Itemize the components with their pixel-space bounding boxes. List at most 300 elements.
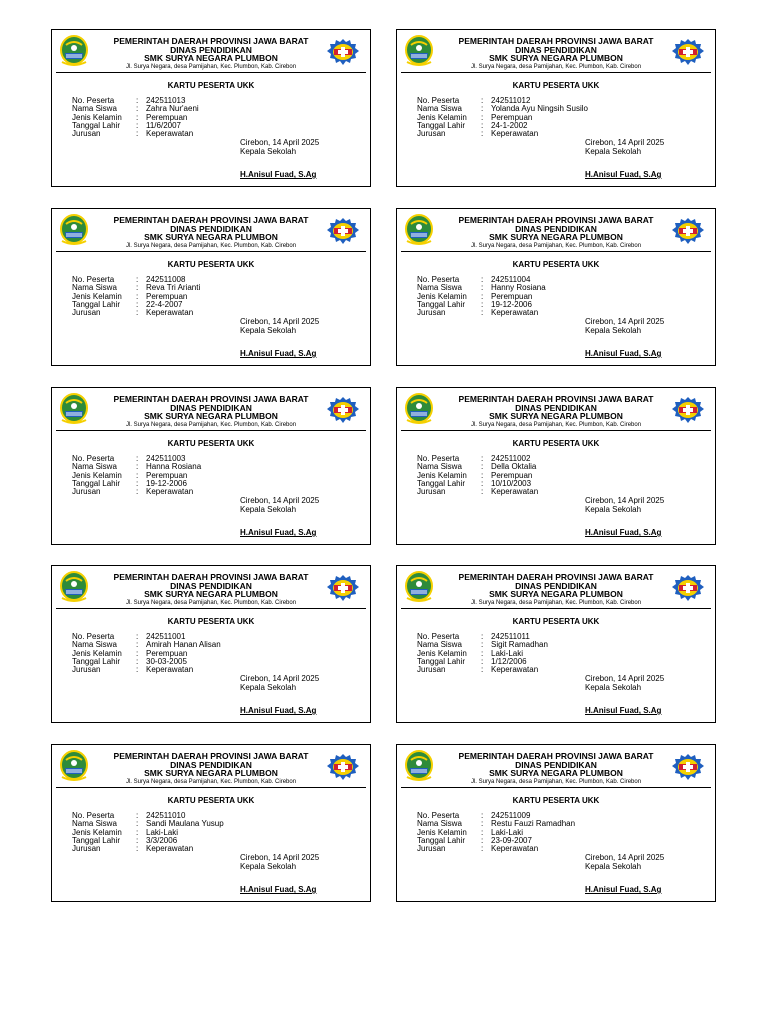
field-colon: :	[136, 299, 139, 309]
school-title: SMK SURYA NEGARA PLUMBON	[489, 232, 623, 242]
field-label: Tanggal Lahir	[417, 478, 466, 488]
signer-name: H.Anisul Fuad, S.Ag	[585, 528, 662, 537]
field-colon: :	[481, 819, 484, 829]
field-colon: :	[136, 96, 139, 105]
field-label: Tanggal Lahir	[417, 299, 466, 309]
participant-details	[417, 276, 546, 317]
header-divider	[56, 787, 366, 788]
signer-name: H.Anisul Fuad, S.Ag	[585, 349, 662, 358]
place-date: Cirebon, 14 April 2025	[585, 317, 665, 326]
dept-title: DINAS PENDIDIKAN	[515, 402, 597, 413]
school-title: SMK SURYA NEGARA PLUMBON	[489, 589, 623, 599]
field-label: Jurusan	[72, 129, 101, 139]
field-colon: :	[481, 308, 484, 318]
card-title: KARTU PESERTA UKK	[512, 439, 600, 448]
west-java-emblem-icon	[58, 571, 90, 603]
school-emblem-icon	[326, 396, 360, 424]
card-header	[92, 395, 330, 430]
place-date: Cirebon, 14 April 2025	[240, 853, 320, 862]
school-address: Jl. Surya Negara, desa Pamijahan, Kec. Plumbon, Kab. Cirebon	[125, 778, 297, 785]
field-label: Tanggal Lahir	[72, 656, 121, 666]
participant-card	[51, 208, 371, 366]
field-colon: :	[136, 827, 139, 837]
field-value: Keperawatan	[146, 308, 194, 318]
field-colon: :	[136, 835, 139, 845]
header-divider	[56, 430, 366, 431]
field-value: Perempuan	[146, 112, 188, 122]
field-value: 242511012	[491, 96, 531, 105]
signer-name: H.Anisul Fuad, S.Ag	[240, 885, 317, 894]
header-divider	[56, 72, 366, 73]
card-title: KARTU PESERTA UKK	[167, 260, 255, 269]
field-value: 22-4-2007	[146, 299, 183, 309]
field-value: Laki-Laki	[491, 648, 524, 658]
participant-details	[72, 97, 199, 138]
field-jurusan	[72, 488, 201, 496]
field-value: Perempuan	[491, 291, 533, 301]
field-colon: :	[481, 112, 484, 122]
field-colon: :	[136, 308, 139, 318]
signer-name: H.Anisul Fuad, S.Ag	[240, 528, 317, 537]
card-header	[437, 573, 675, 608]
field-colon: :	[136, 275, 139, 284]
participant-card	[396, 29, 716, 187]
field-colon: :	[481, 283, 484, 293]
field-value: Laki-Laki	[146, 827, 179, 837]
field-label: Nama Siswa	[417, 104, 462, 114]
participant-card	[51, 29, 371, 187]
field-label: Nama Siswa	[72, 462, 117, 472]
signer-name: H.Anisul Fuad, S.Ag	[240, 349, 317, 358]
signature-block	[240, 138, 319, 156]
participant-details	[72, 812, 224, 853]
gov-title: PEMERINTAH DAERAH PROVINSI JAWA BARAT	[113, 36, 309, 46]
field-colon: :	[481, 129, 484, 139]
school-emblem-icon	[671, 396, 705, 424]
school-emblem-icon	[326, 574, 360, 602]
field-colon: :	[481, 104, 484, 114]
school-title: SMK SURYA NEGARA PLUMBON	[144, 232, 278, 242]
field-colon: :	[136, 283, 139, 293]
school-title: SMK SURYA NEGARA PLUMBON	[144, 53, 278, 63]
signature-block	[240, 317, 319, 335]
card-header	[92, 37, 330, 72]
field-label: Tanggal Lahir	[417, 656, 466, 666]
participant-card	[51, 565, 371, 723]
field-colon: :	[136, 291, 139, 301]
field-value: 30-03-2005	[146, 656, 187, 666]
field-value: 242511004	[491, 275, 531, 284]
field-label: No. Peserta	[417, 632, 460, 641]
signer-name: H.Anisul Fuad, S.Ag	[240, 706, 317, 715]
field-label: Jurusan	[417, 487, 446, 497]
gov-title: PEMERINTAH DAERAH PROVINSI JAWA BARAT	[458, 572, 654, 582]
field-colon: :	[481, 96, 484, 105]
field-colon: :	[481, 454, 484, 463]
participant-details	[417, 812, 575, 853]
card-header	[92, 216, 330, 251]
field-jurusan	[72, 845, 224, 853]
school-address: Jl. Surya Negara, desa Pamijahan, Kec. Plumbon, Kab. Cirebon	[470, 778, 642, 785]
school-title: SMK SURYA NEGARA PLUMBON	[489, 411, 623, 421]
field-label: Nama Siswa	[417, 819, 462, 829]
field-value: Sigit Ramadhan	[491, 640, 548, 650]
field-colon: :	[481, 835, 484, 845]
field-jurusan	[417, 488, 538, 496]
signer-name: H.Anisul Fuad, S.Ag	[585, 885, 662, 894]
field-value: 3/3/2006	[146, 835, 178, 845]
gov-title: PEMERINTAH DAERAH PROVINSI JAWA BARAT	[113, 751, 309, 761]
field-value: 24-1-2002	[491, 120, 528, 130]
gov-title: PEMERINTAH DAERAH PROVINSI JAWA BARAT	[458, 751, 654, 761]
participant-details	[72, 276, 200, 317]
field-value: Perempuan	[146, 291, 188, 301]
field-value: 242511011	[491, 632, 530, 641]
card-header	[437, 37, 675, 72]
header-divider	[401, 608, 711, 609]
card-title: KARTU PESERTA UKK	[167, 439, 255, 448]
place-date: Cirebon, 14 April 2025	[585, 674, 665, 683]
field-value: 242511003	[146, 454, 186, 463]
field-jurusan	[417, 130, 588, 138]
school-address: Jl. Surya Negara, desa Pamijahan, Kec. Plumbon, Kab. Cirebon	[470, 242, 642, 249]
field-colon: :	[481, 487, 484, 497]
field-value: 19-12-2006	[491, 299, 532, 309]
dept-title: DINAS PENDIDIKAN	[515, 580, 597, 591]
card-title: KARTU PESERTA UKK	[512, 81, 600, 90]
header-divider	[401, 787, 711, 788]
signer-role: Kepala Sekolah	[240, 683, 297, 692]
signature-block	[240, 853, 319, 871]
signature-block	[585, 138, 664, 156]
field-colon: :	[481, 656, 484, 666]
west-java-emblem-icon	[58, 393, 90, 425]
field-colon: :	[481, 120, 484, 130]
field-label: Jurusan	[72, 487, 101, 497]
field-label: Tanggal Lahir	[417, 835, 466, 845]
signature-block	[585, 674, 664, 692]
gov-title: PEMERINTAH DAERAH PROVINSI JAWA BARAT	[113, 394, 309, 404]
signature-block	[585, 317, 664, 335]
field-colon: :	[136, 665, 139, 675]
field-label: No. Peserta	[417, 454, 460, 463]
field-value: Yolanda Ayu Ningsih Susilo	[491, 104, 588, 114]
school-emblem-icon	[326, 38, 360, 66]
field-value: 11/6/2007	[146, 120, 181, 130]
field-colon: :	[481, 462, 484, 472]
card-header	[92, 752, 330, 787]
field-colon: :	[136, 454, 139, 463]
field-label: Jurusan	[417, 665, 446, 675]
school-address: Jl. Surya Negara, desa Pamijahan, Kec. Plumbon, Kab. Cirebon	[125, 63, 297, 70]
field-jurusan	[72, 666, 221, 674]
dept-title: DINAS PENDIDIKAN	[170, 580, 252, 591]
signer-role: Kepala Sekolah	[240, 862, 297, 871]
field-label: Nama Siswa	[72, 104, 117, 114]
field-label: Tanggal Lahir	[72, 835, 121, 845]
field-label: Jenis Kelamin	[72, 112, 122, 122]
field-colon: :	[481, 665, 484, 675]
field-value: 242511009	[491, 811, 531, 820]
signer-name: H.Anisul Fuad, S.Ag	[585, 170, 662, 179]
field-value: Keperawatan	[491, 129, 539, 139]
field-value: Keperawatan	[491, 844, 539, 854]
field-colon: :	[136, 819, 139, 829]
field-colon: :	[136, 844, 139, 854]
field-label: Jurusan	[72, 844, 101, 854]
card-title: KARTU PESERTA UKK	[167, 796, 255, 805]
card-header	[437, 752, 675, 787]
place-date: Cirebon, 14 April 2025	[240, 317, 320, 326]
field-label: Jenis Kelamin	[72, 648, 122, 658]
place-date: Cirebon, 14 April 2025	[585, 853, 665, 862]
west-java-emblem-icon	[403, 571, 435, 603]
field-label: Jurusan	[417, 308, 446, 318]
field-value: Keperawatan	[146, 129, 194, 139]
field-label: Tanggal Lahir	[72, 299, 121, 309]
field-value: Perempuan	[491, 112, 533, 122]
field-jurusan	[417, 309, 546, 317]
school-title: SMK SURYA NEGARA PLUMBON	[144, 589, 278, 599]
place-date: Cirebon, 14 April 2025	[585, 496, 665, 505]
school-emblem-icon	[671, 38, 705, 66]
field-colon: :	[136, 656, 139, 666]
dept-title: DINAS PENDIDIKAN	[515, 44, 597, 55]
participant-card	[396, 208, 716, 366]
field-colon: :	[136, 640, 139, 650]
field-value: Amirah Hanan Alisan	[146, 640, 221, 650]
field-value: Reva Tri Arianti	[146, 283, 201, 293]
field-label: No. Peserta	[72, 275, 115, 284]
signer-role: Kepala Sekolah	[585, 326, 642, 335]
school-emblem-icon	[671, 753, 705, 781]
field-value: 242511008	[146, 275, 186, 284]
field-colon: :	[136, 478, 139, 488]
field-value: Perempuan	[146, 648, 188, 658]
field-label: Jurusan	[72, 665, 101, 675]
field-colon: :	[136, 470, 139, 480]
dept-title: DINAS PENDIDIKAN	[170, 223, 252, 234]
field-value: Perempuan	[491, 470, 533, 480]
field-label: No. Peserta	[72, 632, 115, 641]
field-label: Nama Siswa	[72, 640, 117, 650]
field-value: Restu Fauzi Ramadhan	[491, 819, 576, 829]
participant-card	[396, 387, 716, 545]
field-label: Nama Siswa	[417, 462, 462, 472]
field-label: Jenis Kelamin	[417, 470, 467, 480]
field-label: Jenis Kelamin	[72, 827, 122, 837]
field-label: Jurusan	[417, 844, 446, 854]
field-label: Tanggal Lahir	[72, 478, 121, 488]
place-date: Cirebon, 14 April 2025	[585, 138, 665, 147]
participant-details	[417, 455, 538, 496]
place-date: Cirebon, 14 April 2025	[240, 674, 320, 683]
card-header	[92, 573, 330, 608]
card-title: KARTU PESERTA UKK	[512, 617, 600, 626]
field-value: 10/10/2003	[491, 478, 532, 488]
school-address: Jl. Surya Negara, desa Pamijahan, Kec. Plumbon, Kab. Cirebon	[125, 421, 297, 428]
school-address: Jl. Surya Negara, desa Pamijahan, Kec. Plumbon, Kab. Cirebon	[470, 421, 642, 428]
signer-role: Kepala Sekolah	[585, 505, 642, 514]
field-colon: :	[136, 104, 139, 114]
field-colon: :	[481, 470, 484, 480]
school-title: SMK SURYA NEGARA PLUMBON	[144, 411, 278, 421]
dept-title: DINAS PENDIDIKAN	[170, 44, 252, 55]
west-java-emblem-icon	[403, 393, 435, 425]
field-colon: :	[481, 478, 484, 488]
card-title: KARTU PESERTA UKK	[512, 796, 600, 805]
participant-card	[51, 387, 371, 545]
card-title: KARTU PESERTA UKK	[167, 81, 255, 90]
dept-title: DINAS PENDIDIKAN	[170, 402, 252, 413]
field-value: 23-09-2007	[491, 835, 532, 845]
field-label: Nama Siswa	[417, 283, 462, 293]
signer-name: H.Anisul Fuad, S.Ag	[585, 706, 662, 715]
field-label: Nama Siswa	[72, 283, 117, 293]
field-value: Keperawatan	[146, 665, 194, 675]
west-java-emblem-icon	[403, 214, 435, 246]
field-value: Laki-Laki	[491, 827, 524, 837]
field-value: Della Oktalia	[491, 462, 537, 472]
field-value: Keperawatan	[491, 487, 539, 497]
field-label: Nama Siswa	[417, 640, 462, 650]
card-title: KARTU PESERTA UKK	[512, 260, 600, 269]
west-java-emblem-icon	[403, 750, 435, 782]
signer-role: Kepala Sekolah	[585, 862, 642, 871]
participant-details	[72, 455, 201, 496]
participant-card	[396, 565, 716, 723]
field-label: No. Peserta	[417, 811, 460, 820]
field-value: 242511013	[146, 96, 186, 105]
field-colon: :	[136, 129, 139, 139]
field-colon: :	[136, 487, 139, 497]
participant-details	[72, 633, 221, 674]
field-label: No. Peserta	[72, 811, 115, 820]
dept-title: DINAS PENDIDIKAN	[515, 223, 597, 234]
field-jurusan	[417, 845, 575, 853]
gov-title: PEMERINTAH DAERAH PROVINSI JAWA BARAT	[113, 215, 309, 225]
school-title: SMK SURYA NEGARA PLUMBON	[489, 768, 623, 778]
field-label: No. Peserta	[417, 275, 460, 284]
field-label: Tanggal Lahir	[72, 120, 121, 130]
field-value: Perempuan	[146, 470, 188, 480]
field-label: Jenis Kelamin	[417, 112, 467, 122]
field-value: 1/12/2006	[491, 656, 527, 666]
field-value: 242511001	[146, 632, 186, 641]
signature-block	[585, 496, 664, 514]
field-jurusan	[72, 309, 200, 317]
field-colon: :	[481, 275, 484, 284]
signer-role: Kepala Sekolah	[240, 326, 297, 335]
header-divider	[56, 251, 366, 252]
field-label: Jenis Kelamin	[417, 291, 467, 301]
field-label: Jenis Kelamin	[417, 648, 467, 658]
field-colon: :	[481, 811, 484, 820]
west-java-emblem-icon	[403, 35, 435, 67]
signature-block	[240, 496, 319, 514]
header-divider	[401, 251, 711, 252]
field-label: No. Peserta	[417, 96, 460, 105]
card-title: KARTU PESERTA UKK	[167, 617, 255, 626]
field-value: Zahra Nur'aeni	[146, 104, 199, 114]
field-label: Jurusan	[72, 308, 101, 318]
school-address: Jl. Surya Negara, desa Pamijahan, Kec. Plumbon, Kab. Cirebon	[470, 63, 642, 70]
field-jurusan	[72, 130, 199, 138]
gov-title: PEMERINTAH DAERAH PROVINSI JAWA BARAT	[458, 394, 654, 404]
field-colon: :	[136, 112, 139, 122]
field-colon: :	[136, 632, 139, 641]
header-divider	[401, 430, 711, 431]
field-value: Hanny Rosiana	[491, 283, 546, 293]
dept-title: DINAS PENDIDIKAN	[170, 759, 252, 770]
header-divider	[56, 608, 366, 609]
school-address: Jl. Surya Negara, desa Pamijahan, Kec. Plumbon, Kab. Cirebon	[125, 242, 297, 249]
school-address: Jl. Surya Negara, desa Pamijahan, Kec. Plumbon, Kab. Cirebon	[470, 599, 642, 606]
school-title: SMK SURYA NEGARA PLUMBON	[144, 768, 278, 778]
school-emblem-icon	[671, 217, 705, 245]
field-value: Keperawatan	[491, 308, 539, 318]
place-date: Cirebon, 14 April 2025	[240, 138, 320, 147]
field-value: Keperawatan	[146, 844, 194, 854]
field-colon: :	[481, 648, 484, 658]
signature-block	[585, 853, 664, 871]
field-label: Nama Siswa	[72, 819, 117, 829]
gov-title: PEMERINTAH DAERAH PROVINSI JAWA BARAT	[458, 36, 654, 46]
participant-details	[417, 633, 548, 674]
card-header	[437, 216, 675, 251]
place-date: Cirebon, 14 April 2025	[240, 496, 320, 505]
field-value: Hanna Rosiana	[146, 462, 202, 472]
header-divider	[401, 72, 711, 73]
dept-title: DINAS PENDIDIKAN	[515, 759, 597, 770]
gov-title: PEMERINTAH DAERAH PROVINSI JAWA BARAT	[458, 215, 654, 225]
gov-title: PEMERINTAH DAERAH PROVINSI JAWA BARAT	[113, 572, 309, 582]
signer-role: Kepala Sekolah	[240, 147, 297, 156]
school-emblem-icon	[326, 217, 360, 245]
field-colon: :	[481, 299, 484, 309]
field-jurusan	[417, 666, 548, 674]
field-label: Jurusan	[417, 129, 446, 139]
west-java-emblem-icon	[58, 214, 90, 246]
signer-role: Kepala Sekolah	[585, 683, 642, 692]
participant-card	[396, 744, 716, 902]
west-java-emblem-icon	[58, 35, 90, 67]
field-label: Jenis Kelamin	[72, 291, 122, 301]
field-value: Keperawatan	[146, 487, 194, 497]
field-value: 242511002	[491, 454, 531, 463]
participant-details	[417, 97, 588, 138]
signature-block	[240, 674, 319, 692]
field-colon: :	[481, 827, 484, 837]
field-colon: :	[481, 640, 484, 650]
field-value: Sandi Maulana Yusup	[146, 819, 224, 829]
field-colon: :	[136, 648, 139, 658]
field-value: 242511010	[146, 811, 186, 820]
field-label: Jenis Kelamin	[72, 470, 122, 480]
field-colon: :	[136, 811, 139, 820]
field-label: No. Peserta	[72, 454, 115, 463]
signer-role: Kepala Sekolah	[240, 505, 297, 514]
signer-name: H.Anisul Fuad, S.Ag	[240, 170, 317, 179]
card-header	[437, 395, 675, 430]
signer-role: Kepala Sekolah	[585, 147, 642, 156]
school-address: Jl. Surya Negara, desa Pamijahan, Kec. Plumbon, Kab. Cirebon	[125, 599, 297, 606]
field-value: Keperawatan	[491, 665, 539, 675]
field-colon: :	[136, 120, 139, 130]
school-emblem-icon	[326, 753, 360, 781]
school-title: SMK SURYA NEGARA PLUMBON	[489, 53, 623, 63]
field-value: 19-12-2006	[146, 478, 187, 488]
